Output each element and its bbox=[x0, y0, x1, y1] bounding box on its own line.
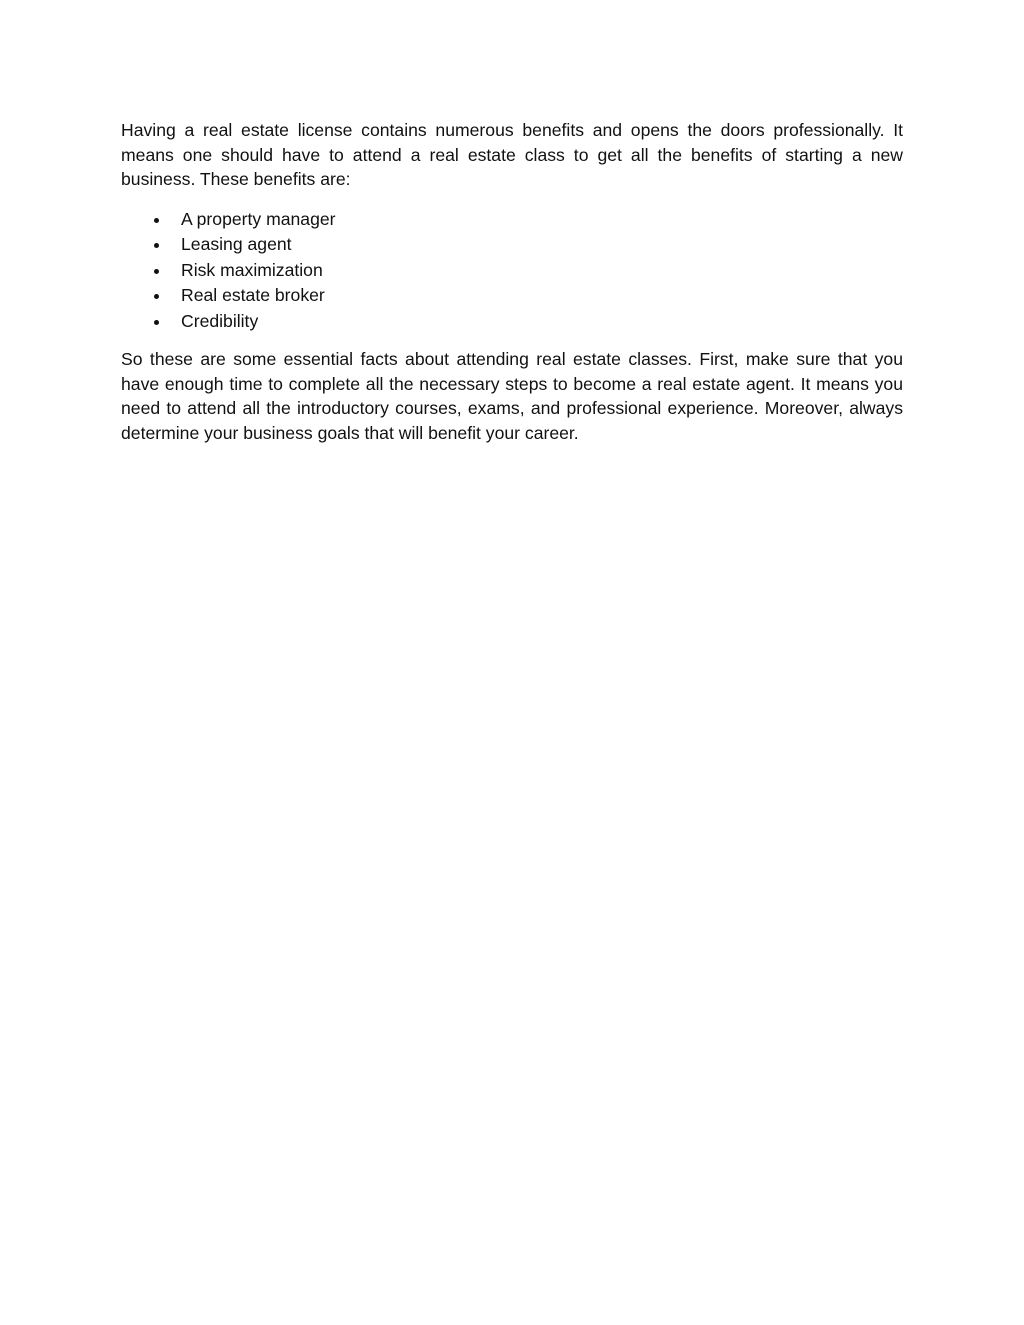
intro-paragraph: Having a real estate license contains numerous benefits and opens the doors professionally. It means one should have to attend a real estate class to get all the benefits of starting a new business. These benefits are: bbox=[121, 120, 903, 189]
closing-paragraph: So these are some essential facts about attending real estate classes. First, make sure that you have enough time to complete all the necessary steps to become a real estate agent. It means you need to attend all the introductory courses, exams, and professional experience. Moreover, always determine your business goals that will benefit your career. bbox=[121, 349, 903, 443]
bullet-icon bbox=[154, 269, 159, 274]
bullet-icon bbox=[154, 294, 159, 299]
list-item-text: Real estate broker bbox=[181, 285, 325, 306]
list-item-text: Leasing agent bbox=[181, 234, 292, 255]
list-item bbox=[121, 232, 903, 258]
bullet-icon bbox=[154, 243, 159, 248]
list-item-text: Risk maximization bbox=[181, 259, 323, 280]
list-item bbox=[121, 258, 903, 284]
list-item bbox=[121, 207, 903, 233]
bullet-icon bbox=[154, 320, 159, 325]
benefits-list bbox=[121, 207, 903, 335]
list-item-text: A property manager bbox=[181, 208, 336, 229]
list-item bbox=[121, 283, 903, 309]
document-page bbox=[121, 118, 903, 445]
list-item-text: Credibility bbox=[181, 310, 259, 331]
bullet-icon bbox=[154, 218, 159, 223]
list-item bbox=[121, 309, 903, 335]
